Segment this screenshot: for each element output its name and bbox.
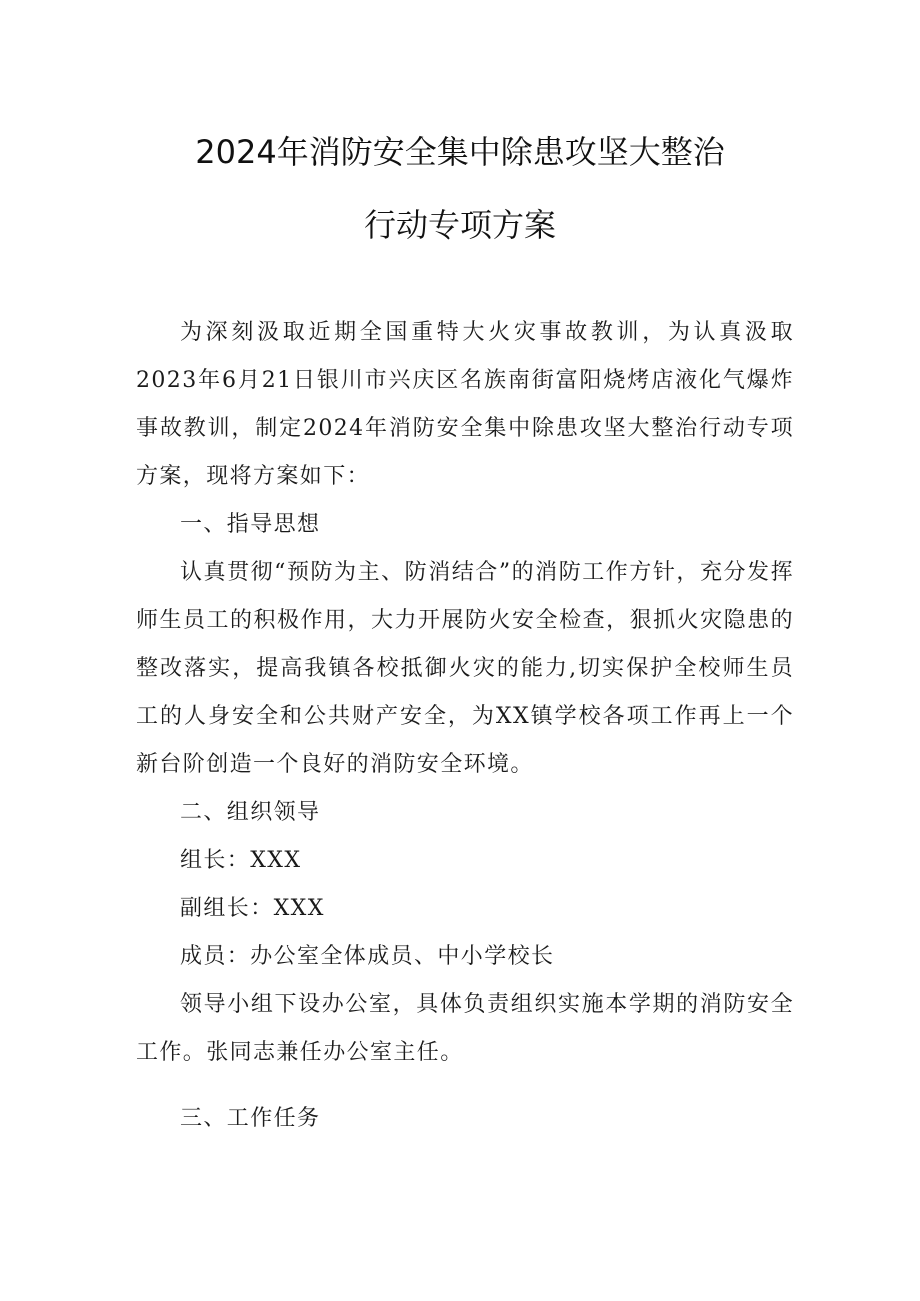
document-body — [136, 309, 794, 1143]
section-heading-organization: 二、组织领导 — [180, 800, 321, 825]
document-title-line-1: 2024年消防安全集中除患攻坚大整治 — [195, 133, 725, 171]
office-note-paragraph: 领导小组下设办公室，具体负责组织实施本学期的消防安全工作。张同志兼任办公室主任。 — [136, 992, 794, 1065]
guiding-ideology-paragraph: 认真贯彻“预防为主、防消结合”的消防工作方针，充分发挥师生员工的积极作用，大力开展防火安全检查，狠抓火灾隐患的整改落实，提高我镇各校抵御火灾的能力,切实保护全校师生员工的人身安全和公共财产安全，为XX镇学校各项工作再上一个新台阶创造一个良好的消防安全环境。 — [136, 560, 794, 777]
members-line: 成员：办公室全体成员、中小学校长 — [180, 944, 555, 969]
deputy-leader-line: 副组长：XXX — [180, 896, 325, 921]
leader-line: 组长：XXX — [180, 848, 302, 873]
intro-paragraph: 为深刻汲取近期全国重特大火灾事故教训，为认真汲取2023年6月21日银川市兴庆区名族南街富阳烧烤店液化气爆炸事故教训，制定2024年消防安全集中除患攻坚大整治行动专项方案，现将方案如下： — [136, 320, 794, 489]
section-heading-guiding-ideology: 一、指导思想 — [180, 512, 321, 537]
section-spacer — [136, 1077, 794, 1095]
document-title-line-2: 行动专项方案 — [363, 206, 556, 244]
section-heading-work-tasks: 三、工作任务 — [180, 1106, 321, 1131]
